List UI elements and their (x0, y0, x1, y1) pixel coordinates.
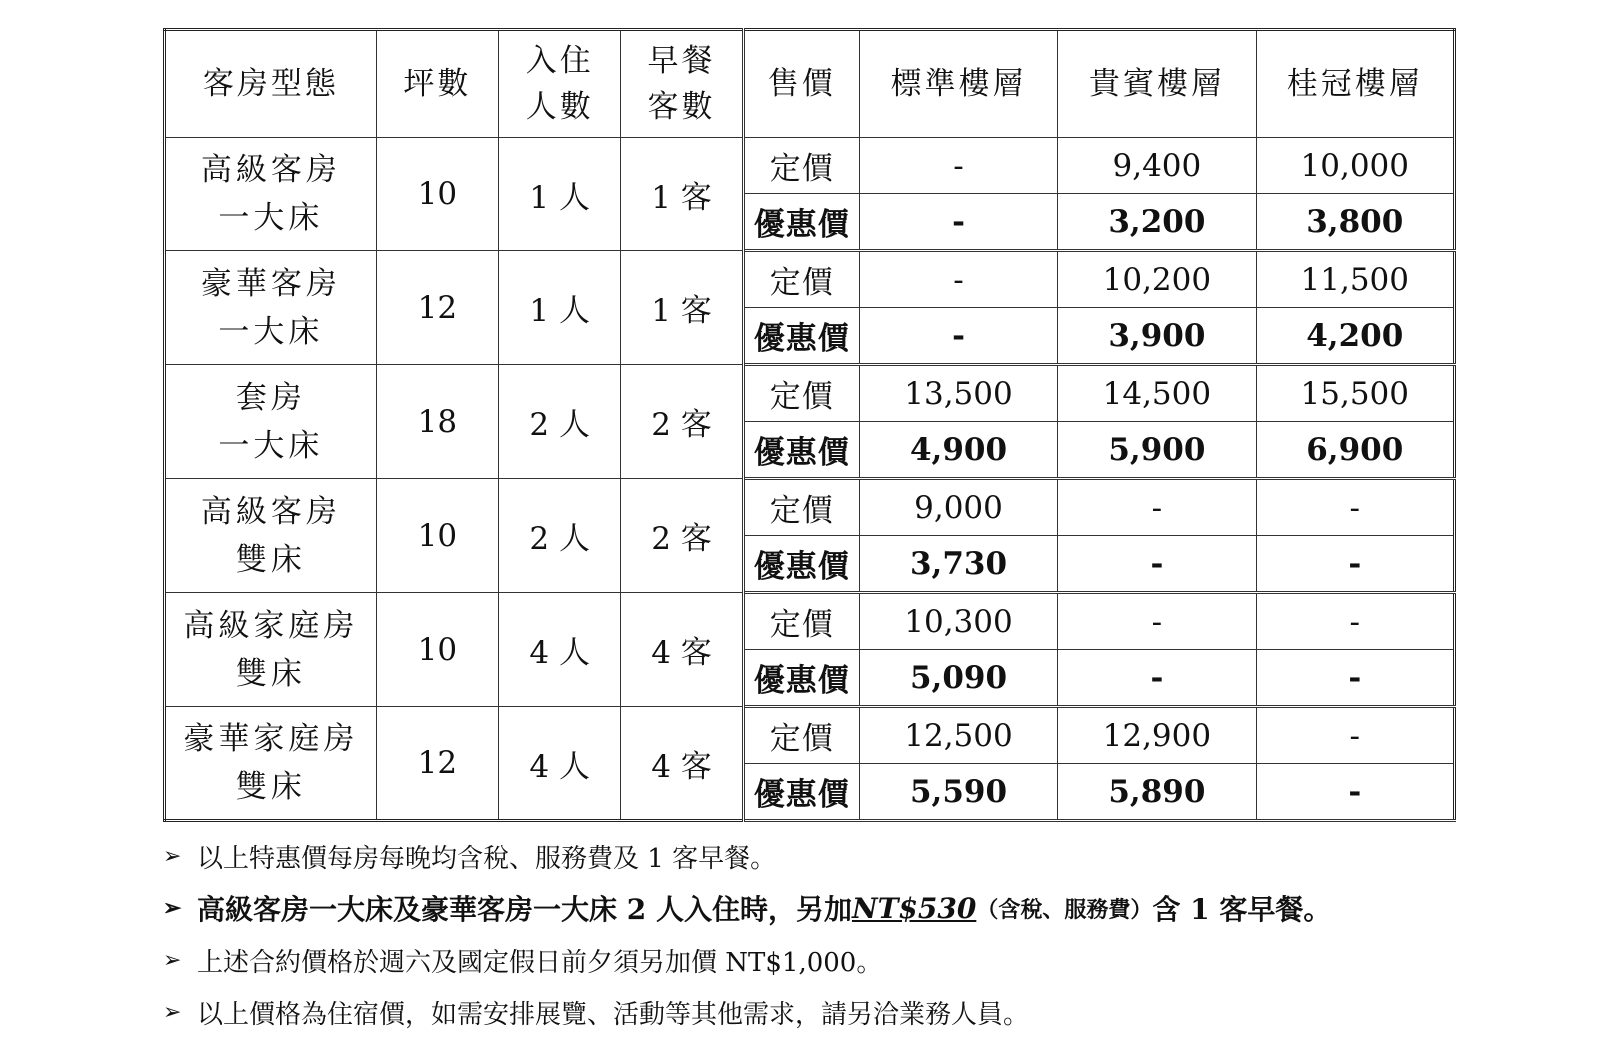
promo-price-laurel: - (1256, 536, 1454, 593)
bed-type-line: 雙床 (235, 655, 306, 692)
promo-price-laurel: 3,800 (1256, 194, 1454, 251)
room-type-cell (165, 365, 377, 479)
bed-type-line: 雙床 (235, 769, 306, 805)
note-3 (163, 934, 1453, 986)
breakfast-cell: 2 客 (621, 365, 743, 479)
note-text: 上述合約價格於週六及國定假日前夕須另加價 NT$1,000。 (197, 947, 883, 978)
list-price-laurel: - (1256, 593, 1454, 650)
list-price-vip: 10,200 (1058, 251, 1256, 308)
promo-price-laurel: - (1256, 764, 1454, 821)
list-price-vip: 9,400 (1058, 138, 1256, 194)
header-price: 售價 (743, 30, 859, 138)
table-row-list-price (165, 365, 1455, 422)
table-row-list-price (165, 707, 1455, 764)
room-rate-table (163, 28, 1456, 822)
room-type-line: 套房 (235, 379, 306, 416)
list-price-vip: - (1058, 479, 1256, 536)
list-price-laurel: 15,500 (1256, 365, 1454, 422)
header-laurel-floor: 桂冠樓層 (1256, 30, 1454, 138)
promo-price-label: 優惠價 (743, 650, 859, 707)
list-price-label: 定價 (743, 479, 859, 536)
room-type-line: 豪華客房 (200, 265, 341, 302)
list-price-standard: 12,500 (859, 707, 1057, 764)
promo-price-standard: 4,900 (859, 422, 1057, 479)
guests-cell: 1 人 (499, 138, 621, 251)
list-price-label: 定價 (743, 365, 859, 422)
room-type-cell (165, 479, 377, 593)
list-price-standard: 9,000 (859, 479, 1057, 536)
promo-price-laurel: - (1256, 650, 1454, 707)
size-cell: 10 (376, 138, 498, 251)
list-price-label: 定價 (743, 138, 859, 194)
room-type-line: 高級客房 (200, 152, 341, 188)
note-4 (163, 986, 1453, 1038)
bed-type-line: 一大床 (218, 427, 324, 464)
promo-price-laurel: 4,200 (1256, 308, 1454, 365)
size-cell: 12 (376, 251, 498, 365)
promo-price-standard: - (859, 194, 1057, 251)
list-price-standard: - (859, 138, 1057, 194)
header-size: 坪數 (376, 30, 498, 138)
room-type-line: 豪華家庭房 (183, 721, 359, 757)
list-price-vip: - (1058, 593, 1256, 650)
promo-price-label: 優惠價 (743, 194, 859, 251)
list-price-label: 定價 (743, 707, 859, 764)
header-standard-floor: 標準樓層 (859, 30, 1057, 138)
bed-type-line: 一大床 (218, 313, 324, 350)
size-cell: 18 (376, 365, 498, 479)
promo-price-vip: - (1058, 650, 1256, 707)
promo-price-label: 優惠價 (743, 536, 859, 593)
breakfast-cell: 4 客 (621, 593, 743, 707)
size-cell: 12 (376, 707, 498, 821)
list-price-label: 定價 (743, 593, 859, 650)
list-price-laurel: 10,000 (1256, 138, 1454, 194)
promo-price-label: 優惠價 (743, 422, 859, 479)
guests-cell: 2 人 (499, 479, 621, 593)
list-price-laurel: - (1256, 707, 1454, 764)
header-breakfast: 早餐 客數 (621, 30, 743, 138)
promo-price-label: 優惠價 (743, 308, 859, 365)
list-price-laurel: - (1256, 479, 1454, 536)
note-text: 以上價格為住宿價，如需安排展覽、活動等其他需求，請另洽業務人員。 (197, 999, 1030, 1030)
promo-price-vip: - (1058, 536, 1256, 593)
promo-price-label: 優惠價 (743, 764, 859, 821)
promo-price-vip: 5,890 (1058, 764, 1256, 821)
guests-cell: 4 人 (499, 707, 621, 821)
promo-price-vip: 5,900 (1058, 422, 1256, 479)
room-type-cell (165, 593, 377, 707)
list-price-standard: - (859, 251, 1057, 308)
table-header-row (165, 30, 1455, 138)
promo-price-standard: 5,090 (859, 650, 1057, 707)
arrow-bullet-icon: ➢ (163, 895, 182, 921)
list-price-label: 定價 (743, 251, 859, 308)
list-price-standard: 13,500 (859, 365, 1057, 422)
header-room-type: 客房型態 (165, 30, 377, 138)
breakfast-cell: 1 客 (621, 138, 743, 251)
guests-cell: 2 人 (499, 365, 621, 479)
rate-table-container (163, 28, 1456, 822)
list-price-standard: 10,300 (859, 593, 1057, 650)
room-type-line: 高級客房 (200, 493, 341, 530)
surcharge-price: NT$530 (851, 891, 977, 925)
table-row-list-price (165, 479, 1455, 536)
promo-price-vip: 3,900 (1058, 308, 1256, 365)
note-text-end: 含 1 客早餐。 (1152, 893, 1332, 926)
guests-cell: 4 人 (499, 593, 621, 707)
arrow-bullet-icon: ➢ (163, 947, 182, 973)
size-cell: 10 (376, 479, 498, 593)
bed-type-line: 雙床 (235, 541, 306, 578)
breakfast-cell: 1 客 (621, 251, 743, 365)
notes-list (163, 830, 1453, 1038)
note-1 (163, 830, 1453, 882)
guests-cell: 1 人 (499, 251, 621, 365)
promo-price-standard: 5,590 (859, 764, 1057, 821)
table-body (165, 138, 1455, 821)
note-paren: （含稅、服務費） (976, 896, 1153, 923)
table-row-list-price (165, 138, 1455, 194)
size-cell: 10 (376, 593, 498, 707)
list-price-vip: 12,900 (1058, 707, 1256, 764)
promo-price-vip: 3,200 (1058, 194, 1256, 251)
header-guests: 入住 人數 (499, 30, 621, 138)
table-row-list-price (165, 593, 1455, 650)
promo-price-standard: - (859, 308, 1057, 365)
list-price-vip: 14,500 (1058, 365, 1256, 422)
promo-price-laurel: 6,900 (1256, 422, 1454, 479)
arrow-bullet-icon: ➢ (163, 843, 182, 869)
breakfast-cell: 4 客 (621, 707, 743, 821)
room-type-cell (165, 707, 377, 821)
room-type-line: 高級家庭房 (183, 607, 359, 644)
room-type-cell (165, 251, 377, 365)
room-type-cell (165, 138, 377, 251)
table-row-list-price (165, 251, 1455, 308)
note-text: 以上特惠價每房每晚均含稅、服務費及 1 客早餐。 (197, 843, 777, 874)
breakfast-cell: 2 客 (621, 479, 743, 593)
note-text: 高級客房一大床及豪華客房一大床 2 人入住時，另加 (197, 893, 852, 926)
arrow-bullet-icon: ➢ (163, 999, 182, 1025)
header-vip-floor: 貴賓樓層 (1058, 30, 1256, 138)
bed-type-line: 一大床 (218, 200, 324, 236)
promo-price-standard: 3,730 (859, 536, 1057, 593)
note-2 (163, 882, 1453, 934)
list-price-laurel: 11,500 (1256, 251, 1454, 308)
